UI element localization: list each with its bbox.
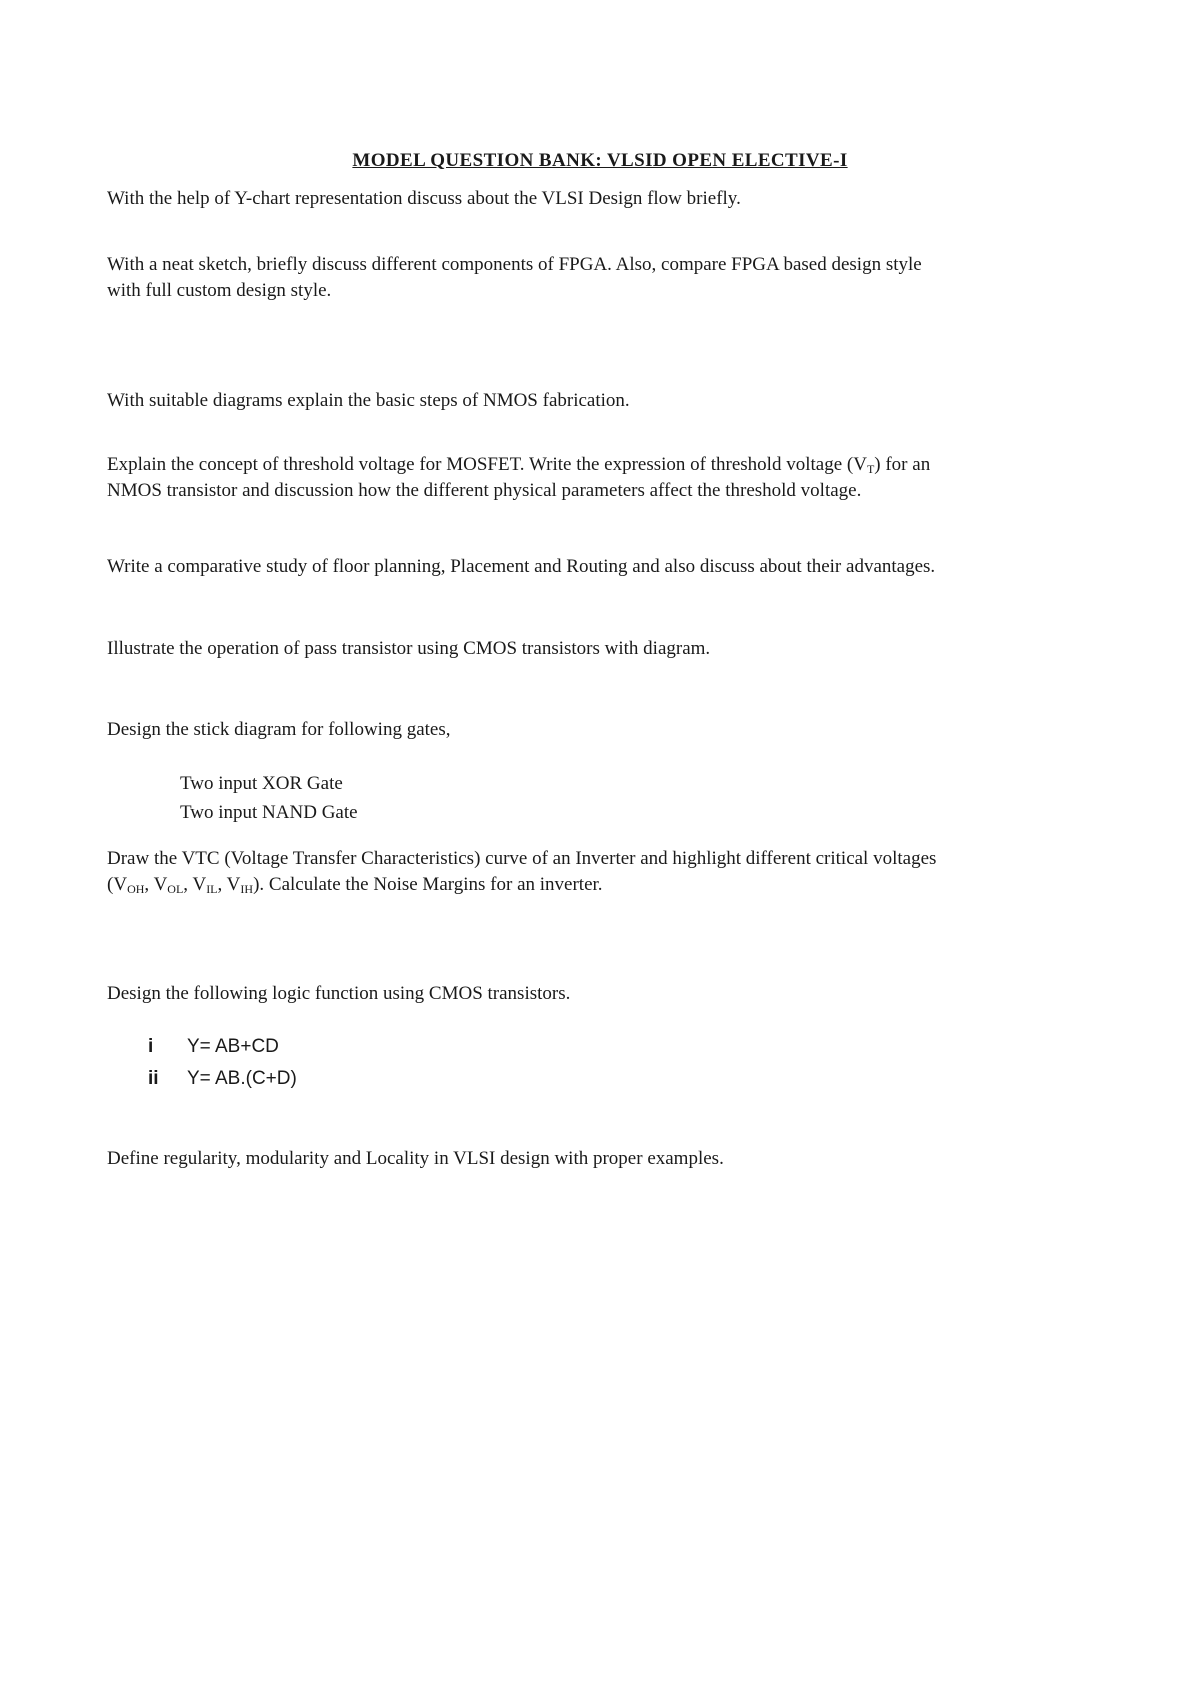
- question-9-numeral-1: i: [148, 1036, 154, 1057]
- question-8-text: ). Calculate the Noise Margins for an inverter.: [253, 874, 603, 895]
- question-1: With the help of Y-chart representation discuss about the VLSI Design flow briefly.: [107, 188, 741, 209]
- question-7-item-1: Two input XOR Gate: [180, 773, 343, 794]
- question-4-text-b: ) for an: [874, 454, 931, 475]
- voh-subscript: OH: [127, 882, 145, 896]
- vil-subscript: IL: [206, 882, 218, 896]
- question-6: Illustrate the operation of pass transistor using CMOS transistors with diagram.: [107, 638, 711, 659]
- vol-v: , V: [144, 874, 168, 895]
- vt-subscript: T: [866, 462, 875, 476]
- question-2-line-2: with full custom design style.: [107, 280, 332, 301]
- voh-v: V: [113, 874, 128, 895]
- page-title: MODEL QUESTION BANK: VLSID OPEN ELECTIVE-I: [352, 150, 848, 171]
- question-2-line-1: With a neat sketch, briefly discuss different components of FPGA. Also, compare FPGA based design style: [107, 254, 922, 275]
- question-9-expression-1: Y= AB+CD: [187, 1036, 279, 1057]
- question-10: Define regularity, modularity and Locality in VLSI design with proper examples.: [107, 1148, 724, 1169]
- vih-v: , V: [217, 874, 241, 895]
- vil-v: , V: [183, 874, 207, 895]
- question-8-line-2: [107, 872, 1107, 898]
- open-paren: (: [107, 874, 114, 895]
- question-9-numeral-2: ii: [148, 1068, 159, 1089]
- vol-subscript: OL: [167, 882, 184, 896]
- question-9: Design the following logic function using CMOS transistors.: [107, 983, 571, 1004]
- question-3: With suitable diagrams explain the basic steps of NMOS fabrication.: [107, 390, 630, 411]
- question-4-text-a: Explain the concept of threshold voltage for MOSFET. Write the expression of threshold voltage (V: [107, 454, 867, 475]
- question-9-expression-2: Y= AB.(C+D): [187, 1068, 297, 1089]
- question-5: Write a comparative study of floor planning, Placement and Routing and also discuss about their advantages.: [107, 556, 936, 577]
- vih-subscript: IH: [240, 882, 254, 896]
- question-7: Design the stick diagram for following gates,: [107, 719, 451, 740]
- question-7-item-2: Two input NAND Gate: [180, 802, 358, 823]
- question-8-line-1: Draw the VTC (Voltage Transfer Characteristics) curve of an Inverter and highlight different critical voltages: [107, 848, 937, 869]
- question-4-line-1: [107, 452, 1107, 478]
- question-4-line-2: NMOS transistor and discussion how the different physical parameters affect the threshold voltage.: [107, 480, 862, 501]
